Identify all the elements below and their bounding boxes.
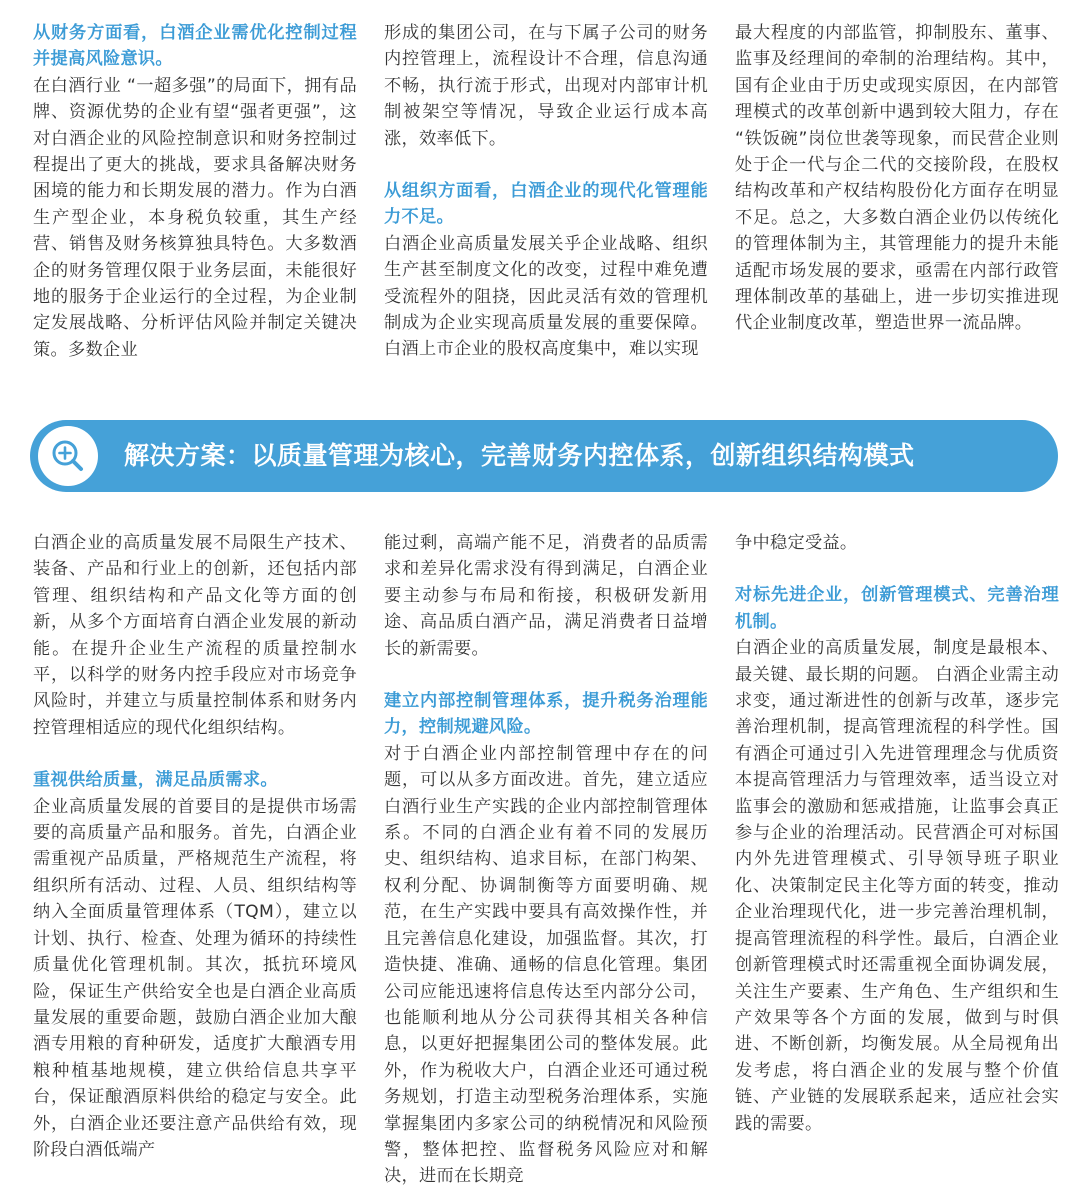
section-heading-finance: 从财务方面看，白酒企业需优化控制过程并提高风险意识。	[33, 23, 357, 70]
magnifier-plus-icon	[38, 426, 98, 486]
section-heading-internal-control: 建立内部控制管理体系，提升税务治理能力，控制规避风险。	[384, 691, 708, 738]
bottom-column-3	[735, 530, 1059, 1137]
paragraph: 在白酒行业 “一超多强”的局面下，拥有品牌、资源优势的企业有望“强者更强”，这对白酒企业的风险控制意识和财务控制过程提出了更大的挑战，要求具备解决财务困境的能力和长期发展的潜力。作为白酒生产型企业，本身税负较重，其生产经营、销售及财务核算独具特色。大多数酒企的财务管理仅限于业务层面，未能很好地的服务于企业运行的全过程，为企业制定发展战略、分析评估风险并制定关键决策。多数企业	[33, 75, 357, 360]
paragraph: 企业高质量发展的首要目的是提供市场需要的高质量产品和服务。首先，白酒企业需重视产品质量，严格规范生产流程，将组织所有活动、过程、人员、组织结构等纳入全面质量管理体系（TQM），建立以计划、执行、检查、处理为循环的持续性质量优化管理机制。其次，抵抗环境风险，保证生产供给安全也是白酒企业高质量发展的重要命题，鼓励白酒企业加大酿酒专用粮的育种研发，适度扩大酿酒专用粮种植基地规模，建立供给信息共享平台，保证酿酒原料供给的稳定与安全。此外，白酒企业还要注意产品供给有效，现阶段白酒低端产	[33, 796, 357, 1160]
section-heading-benchmark: 对标先进企业，创新管理模式、完善治理机制。	[735, 585, 1059, 632]
paragraph: 能过剩，高端产能不足，消费者的品质需求和差异化需求没有得到满足，白酒企业要主动参与布局和衔接，积极研发新用途、高品质白酒产品，满足消费者日益增长的新需要。	[384, 533, 708, 659]
top-column-1	[33, 20, 357, 363]
paragraph: 白酒企业的高质量发展不局限生产技术、装备、产品和行业上的创新，还包括内部管理、组织结构和产品文化等方面的创新，从多个方面培育白酒企业发展的新动能。在提升企业生产流程的质量控制水平，以科学的财务内控手段应对市场竞争风险时，并建立与质量控制体系和财务内控管理相适应的现代化组织结构。	[33, 533, 357, 738]
banner-title: 解决方案：以质量管理为核心，完善财务内控体系，创新组织结构模式	[124, 441, 915, 470]
section-heading-organization: 从组织方面看，白酒企业的现代化管理能力不足。	[384, 181, 708, 228]
spacer	[384, 152, 708, 178]
paragraph: 争中稳定受益。	[735, 533, 858, 553]
spacer	[384, 662, 708, 688]
spacer	[33, 741, 357, 767]
paragraph: 对于白酒企业内部控制管理中存在的问题，可以从多方面改进。首先，建立适应白酒行业生产实践的企业内部控制管理体系。不同的白酒企业有着不同的发展历史、组织结构、追求目标，在部门构架、权利分配、协调制衡等方面要明确、规范，在生产实践中要具有高效操作性，并且完善信息化建设，加强监督。其次，打造快捷、准确、通畅的信息化管理。集团公司应能迅速将信息传达至内部分公司，也能顺利地从分公司获得其相关各种信息，以更好把握集团公司的整体发展。此外，作为税收大户，白酒企业还可通过税务规划，打造主动型税务治理体系，实施掌握集团内多家公司的纳税情况和风险预警，整体把控、监督税务风险应对和解决，进而在长期竞	[384, 743, 708, 1187]
solution-banner	[30, 420, 1058, 492]
paragraph: 白酒企业的高质量发展，制度是最根本、最关键、最长期的问题。 白酒企业需主动求变，通过渐进性的创新与改革，逐步完善治理机制，提高管理流程的科学性。国有酒企可通过引入先进管理理念与优质资本提高管理活力与管理效率，适当设立对监事会的激励和惩戒措施，让监事会真正参与企业的治理活动。民营酒企可对标国内外先进管理模式、引导领导班子职业化、决策制定民主化等方面的转变，推动企业治理现代化，进一步完善治理机制，提高管理流程的科学性。最后，白酒企业创新管理模式时还需重视全面协调发展，关注生产要素、生产角色、生产组织和生产效果等各个方面的发展，做到与时俱进、不断创新，均衡发展。从全局视角出发考虑，将白酒企业的发展与整个价值链、产业链的发展联系起来，适应社会实践的需要。	[735, 638, 1059, 1134]
section-heading-supply-quality: 重视供给质量，满足品质需求。	[33, 770, 278, 791]
bottom-column-1	[33, 530, 357, 1163]
paragraph: 最大程度的内部监管，抑制股东、董事、监事及经理间的牵制的治理结构。其中，国有企业由于历史或现实原因，在内部管理模式的改革创新中遇到较大阻力，存在 “铁饭碗”岗位世袭等现象，而民营企业则处于企一代与企二代的交接阶段，在股权结构改革和产权结构股份化方面存在明显不足。总之，大多数白酒企业仍以传统化的管理体制为主，其管理能力的提升未能适配市场发展的要求，亟需在内部行政管理体制改革的基础上，进一步切实推进现代企业制度改革，塑造世界一流品牌。	[735, 23, 1059, 334]
paragraph: 形成的集团公司，在与下属子公司的财务内控管理上，流程设计不合理，信息沟通不畅，执行流于形式，出现对内部审计机制被架空等情况，导致企业运行成本高涨，效率低下。	[384, 23, 708, 149]
paragraph: 白酒企业高质量发展关乎企业战略、组织生产甚至制度文化的改变，过程中难免遭受流程外的阻挠，因此灵活有效的管理机制成为企业实现高质量发展的重要保障。白酒上市企业的股权高度集中，难以实现	[384, 233, 708, 360]
spacer	[735, 556, 1059, 582]
top-column-3	[735, 20, 1059, 337]
bottom-column-2	[384, 530, 708, 1190]
top-column-2	[384, 20, 708, 363]
